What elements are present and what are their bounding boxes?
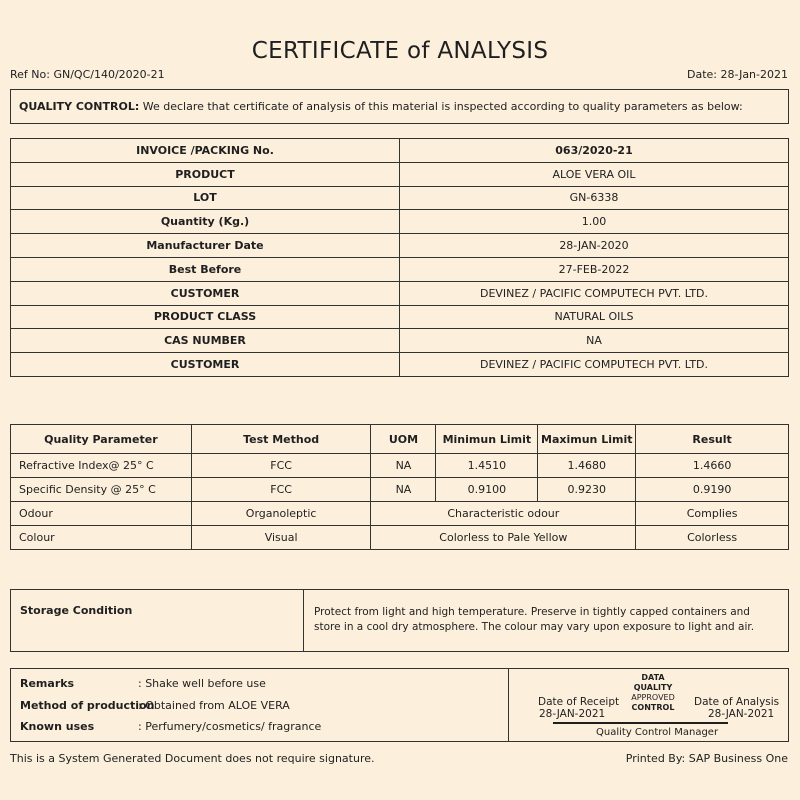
table-header-row xyxy=(11,425,789,454)
info-row xyxy=(11,162,789,186)
table-row xyxy=(11,454,789,478)
test-method: FCC xyxy=(191,478,371,502)
column-header: Minimun Limit xyxy=(436,425,538,454)
stamp-line: QUALITY xyxy=(633,683,673,692)
info-row xyxy=(11,329,789,353)
parameter-name: Specific Density @ 25° C xyxy=(11,478,192,502)
info-key: Manufacturer Date xyxy=(11,234,400,258)
quality-control-statement xyxy=(10,89,789,124)
info-row xyxy=(11,210,789,234)
info-row xyxy=(11,353,789,377)
info-key: CUSTOMER xyxy=(11,281,400,305)
page-title: CERTIFICATE of ANALYSIS xyxy=(251,38,549,64)
info-value: DEVINEZ / PACIFIC COMPUTECH PVT. LTD. xyxy=(400,353,789,377)
quality-control-approval-box xyxy=(509,669,788,741)
info-key: LOT xyxy=(11,186,400,210)
info-value: 28-JAN-2020 xyxy=(400,234,789,258)
info-value: 1.00 xyxy=(400,210,789,234)
stamp-line: APPROVED xyxy=(631,693,675,702)
receipt-label: Date of Receipt xyxy=(538,696,620,708)
info-row xyxy=(11,139,789,163)
info-value: NA xyxy=(400,329,789,353)
column-header: Quality Parameter xyxy=(11,425,192,454)
parameter-name: Odour xyxy=(11,502,192,526)
storage-text: Protect from light and high temperature. Preserve in tightly capped containers and store in a cool dry atmosphere. The colour may vary upon exposure to light and air. xyxy=(314,606,755,634)
info-key: PRODUCT xyxy=(11,162,400,186)
info-row xyxy=(11,186,789,210)
result: 1.4660 xyxy=(636,454,789,478)
info-value: ALOE VERA OIL xyxy=(400,162,789,186)
remarks-section xyxy=(10,668,789,742)
remarks-box xyxy=(11,669,509,741)
minimum-limit: 1.4510 xyxy=(436,454,538,478)
specification: Characteristic odour xyxy=(371,502,636,526)
info-row xyxy=(11,305,789,329)
result: 0.9190 xyxy=(636,478,789,502)
table-row xyxy=(11,478,789,502)
info-key: CAS NUMBER xyxy=(11,329,400,353)
stamp-line: CONTROL xyxy=(631,703,675,712)
info-key: INVOICE /PACKING No. xyxy=(11,139,400,163)
remark-value: : Perfumery/cosmetics/ fragrance xyxy=(138,720,322,733)
footer-note: This is a System Generated Document does not require signature. xyxy=(10,752,375,765)
result: Colorless xyxy=(636,526,789,550)
test-method: Organoleptic xyxy=(191,502,371,526)
receipt-date: 28-JAN-2021 xyxy=(539,708,606,720)
remark-value: : Shake well before use xyxy=(138,677,266,690)
info-key: Quantity (Kg.) xyxy=(11,210,400,234)
remark-key: Remarks xyxy=(20,677,75,690)
table-row xyxy=(11,502,789,526)
remark-key: Known uses xyxy=(20,720,95,733)
info-value: NATURAL OILS xyxy=(400,305,789,329)
quality-parameters-table xyxy=(10,424,789,550)
uom: NA xyxy=(371,454,436,478)
info-value: 063/2020-21 xyxy=(400,139,789,163)
column-header: Test Method xyxy=(191,425,371,454)
quality-control-text: We declare that certificate of analysis of this material is inspected according to quality parameters as below: xyxy=(139,100,743,113)
storage-label: Storage Condition xyxy=(11,590,304,651)
column-header: Result xyxy=(636,425,789,454)
printed-by: Printed By: SAP Business One xyxy=(625,752,788,765)
info-value: 27-FEB-2022 xyxy=(400,257,789,281)
test-method: Visual xyxy=(191,526,371,550)
maximum-limit: 1.4680 xyxy=(538,454,636,478)
column-header: Maximun Limit xyxy=(538,425,636,454)
remark-row xyxy=(20,699,290,712)
reference-number: Ref No: GN/QC/140/2020-21 xyxy=(10,68,165,81)
column-header: UOM xyxy=(371,425,436,454)
analysis-label: Date of Analysis xyxy=(694,696,780,708)
remark-row xyxy=(20,677,266,690)
result: Complies xyxy=(636,502,789,526)
info-key: PRODUCT CLASS xyxy=(11,305,400,329)
uom: NA xyxy=(371,478,436,502)
quality-control-manager: Quality Control Manager xyxy=(596,727,719,738)
table-row xyxy=(11,526,789,550)
remark-row xyxy=(20,720,321,733)
remark-value: : Obtained from ALOE VERA xyxy=(138,699,290,712)
storage-condition-box xyxy=(10,589,789,652)
test-method: FCC xyxy=(191,454,371,478)
info-row xyxy=(11,257,789,281)
parameter-name: Refractive Index@ 25° C xyxy=(11,454,192,478)
document-date: Date: 28-Jan-2021 xyxy=(687,68,788,81)
quality-control-label: QUALITY CONTROL: xyxy=(19,100,140,113)
info-value: GN-6338 xyxy=(400,186,789,210)
info-key: Best Before xyxy=(11,257,400,281)
stamp-line: DATA xyxy=(641,673,665,682)
info-row xyxy=(11,281,789,305)
specification: Colorless to Pale Yellow xyxy=(371,526,636,550)
analysis-date: 28-JAN-2021 xyxy=(708,708,775,720)
info-key: CUSTOMER xyxy=(11,353,400,377)
product-info-table xyxy=(10,138,789,377)
info-value: DEVINEZ / PACIFIC COMPUTECH PVT. LTD. xyxy=(400,281,789,305)
approval-stamp xyxy=(623,673,683,713)
parameter-name: Colour xyxy=(11,526,192,550)
maximum-limit: 0.9230 xyxy=(538,478,636,502)
remark-key: Method of production xyxy=(20,699,155,712)
signature-line xyxy=(553,722,728,724)
minimum-limit: 0.9100 xyxy=(436,478,538,502)
info-row xyxy=(11,234,789,258)
